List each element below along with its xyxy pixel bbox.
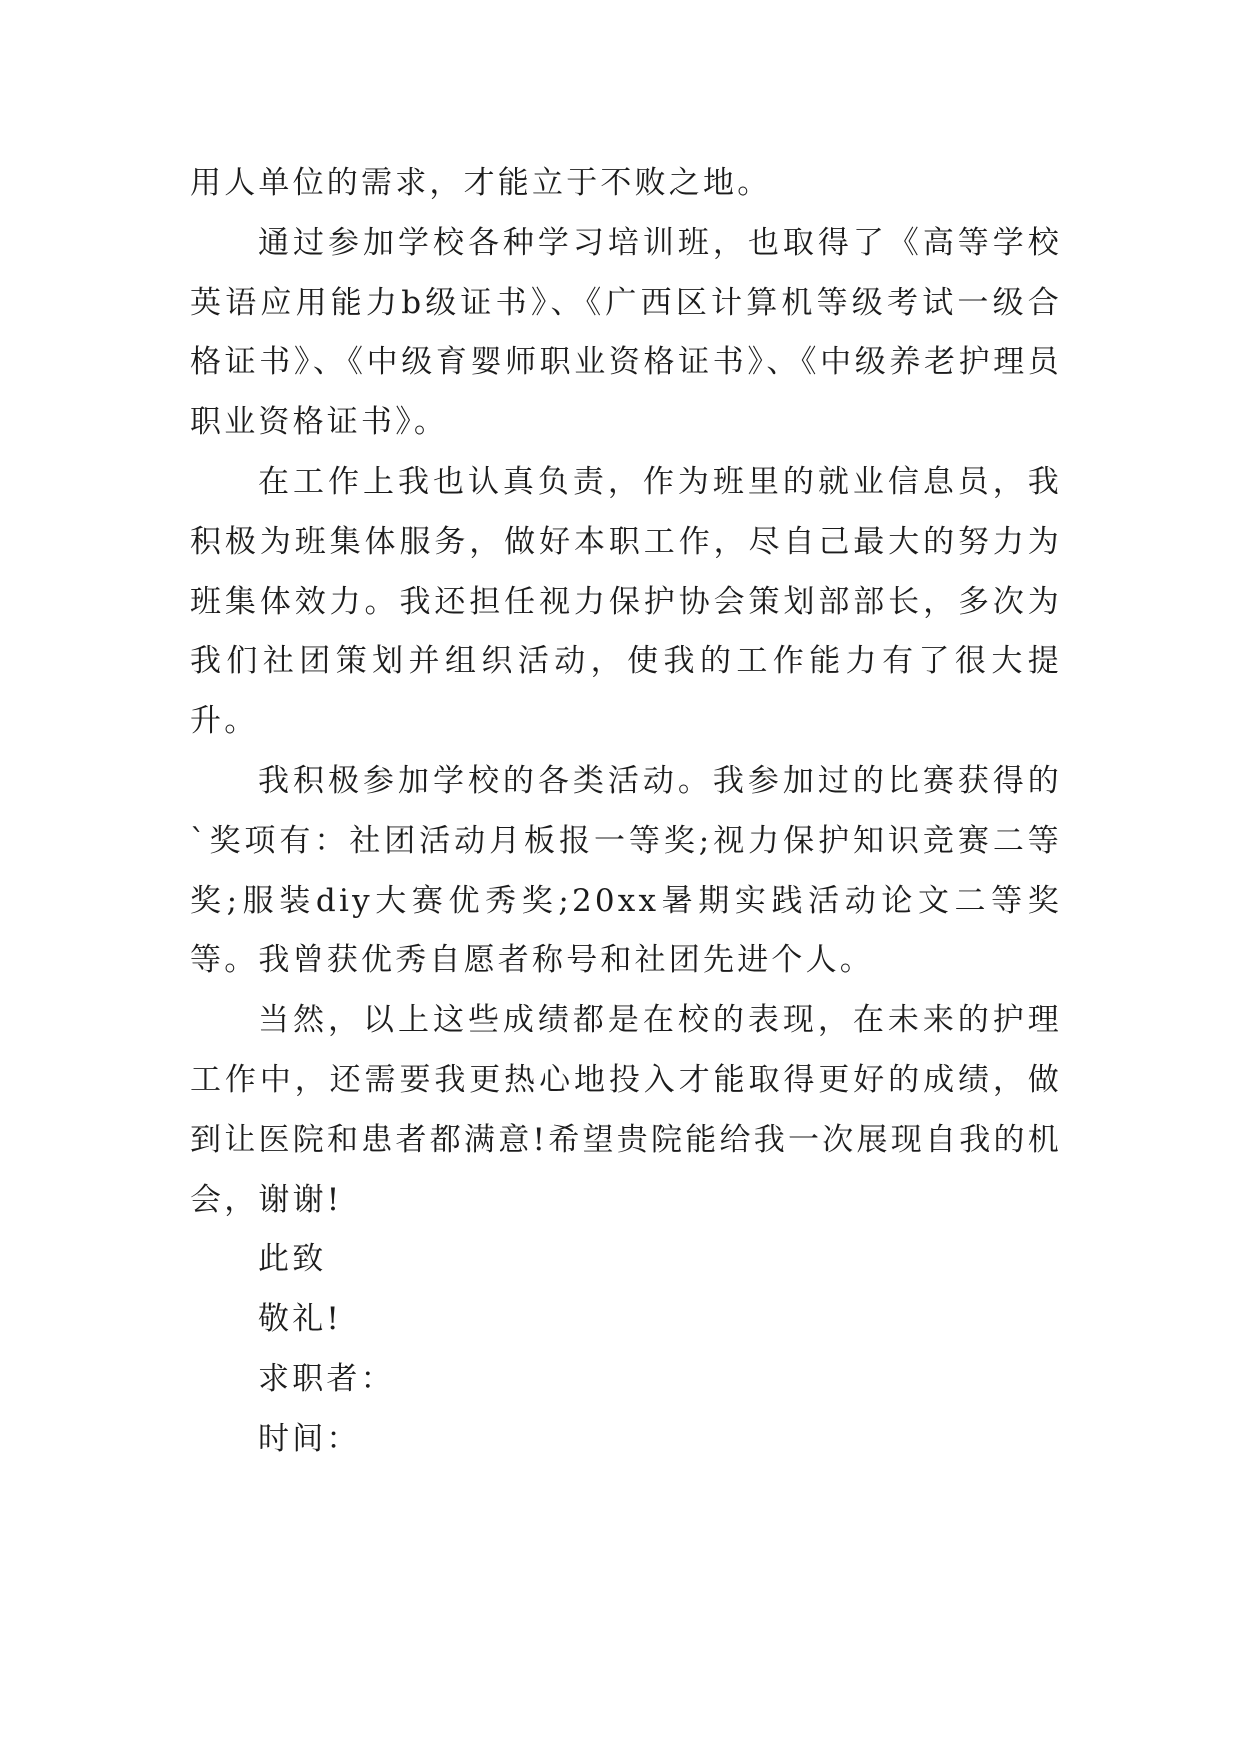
letter-body	[190, 154, 1062, 1470]
paragraph-continuation: 用人单位的需求，才能立于不败之地。	[190, 165, 772, 201]
paragraph-work: 在工作上我也认真负责，作为班里的就业信息员，我积极为班集体服务，做好本职工作，尽自己最大的努力为班集体效力。我还担任视力保护协会策划部部长，多次为我们社团策划并组织活动，使我的工作能力有了很大提升。	[190, 463, 1062, 740]
closing-salutation: 此致	[258, 1241, 327, 1278]
paragraph-awards: 我积极参加学校的各类活动。我参加过的比赛获得的`奖项有：社团活动月板报一等奖;视力保护知识竞赛二等奖;服装diy大赛优秀奖;20xx暑期实践活动论文二等奖等。我曾获优秀自愿者称号和社团先进个人。	[190, 762, 1062, 979]
applicant-label: 求职者：	[258, 1360, 395, 1397]
date-label: 时间：	[258, 1420, 361, 1457]
paragraph-conclusion: 当然，以上这些成绩都是在校的表现，在未来的护理工作中，还需要我更热心地投入才能取得更好的成绩，做到让医院和患者都满意!希望贵院能给我一次展现自我的机会，谢谢!	[190, 1002, 1062, 1218]
closing-regards: 敬礼!	[258, 1301, 343, 1338]
paragraph-certificates: 通过参加学校各种学习培训班，也取得了《高等学校英语应用能力b级证书》、《广西区计算机等级考试一级合格证书》、《中级育婴师职业资格证书》、《中级养老护理员职业资格证书》。	[190, 224, 1062, 441]
